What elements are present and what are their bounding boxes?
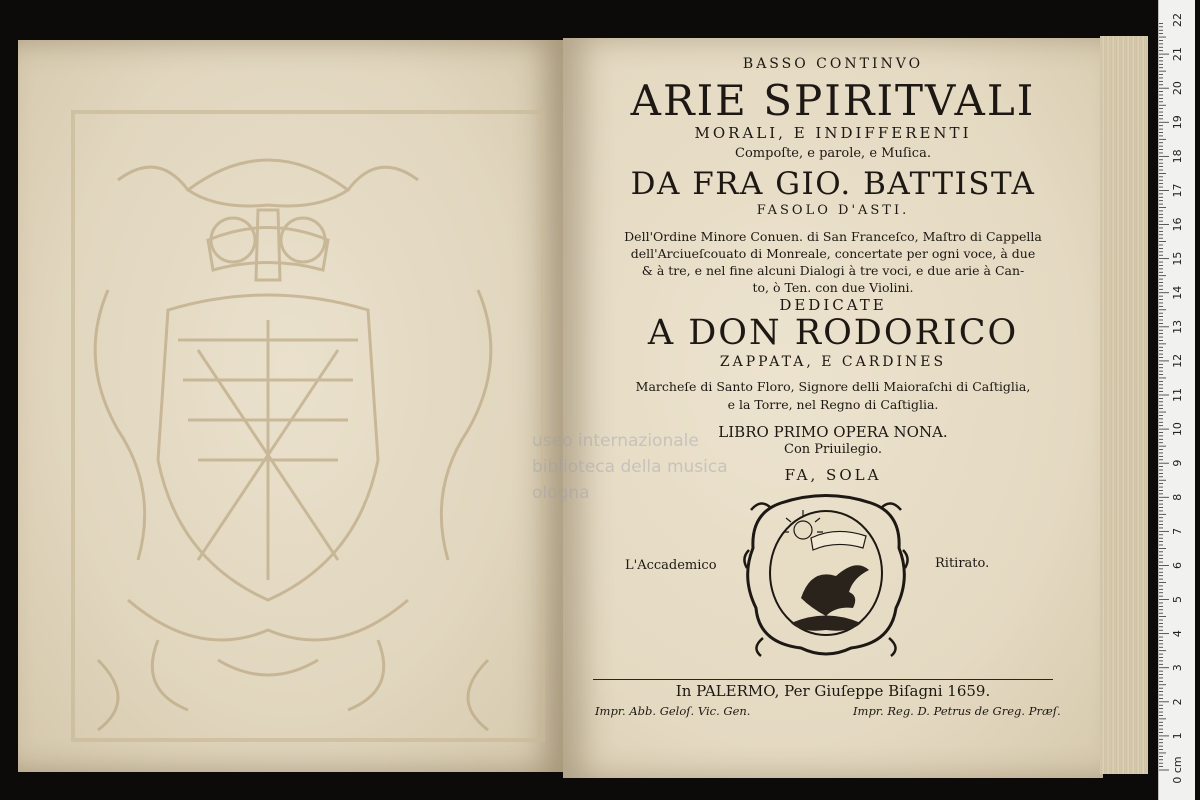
- embossed-coat-of-arms: [18, 40, 563, 772]
- emblem-caption-right: Ritirato.: [935, 556, 990, 571]
- ruler-label: 0 cm: [1171, 756, 1184, 784]
- library-watermark: [532, 428, 728, 506]
- author-name: DA FRA GIO. BATTISTA: [630, 166, 1036, 202]
- dedicatee-name: A DON RODORICO: [647, 313, 1019, 353]
- ruler-label: 20: [1171, 81, 1184, 96]
- ruler-label: 11: [1171, 388, 1184, 402]
- ruler-label: 22: [1171, 13, 1184, 27]
- heading-basso-continuo: BASSO CONTINVO: [742, 56, 924, 72]
- ruler-label: 16: [1171, 217, 1184, 232]
- ruler-label: 10: [1171, 422, 1184, 437]
- ruler-label: 7: [1171, 527, 1184, 535]
- page-edges: [1100, 36, 1148, 774]
- watermark-line: ologna: [532, 483, 590, 503]
- motto: FA, SOLA: [784, 466, 882, 484]
- dedicate-heading: DEDICATE: [779, 296, 887, 314]
- titles-line: Marcheſe di Santo Floro, Signore delli Maioraſchi di Caſtiglia,: [635, 379, 1031, 394]
- ruler-label: 2: [1171, 698, 1184, 706]
- dedicatee-family: ZAPPATA, E CARDINES: [719, 354, 947, 370]
- privilege-line: Con Priuilegio.: [784, 442, 882, 457]
- ruler-label: 4: [1171, 630, 1184, 638]
- imprint: In PALERMO, Per Giuſeppe Biſagni 1659.: [675, 682, 991, 700]
- ruler-label: 6: [1171, 561, 1184, 569]
- book-number: LIBRO PRIMO OPERA NONA.: [718, 423, 948, 441]
- emblem-caption-left: L'Accademico: [625, 558, 717, 573]
- ruler-label: 8: [1171, 493, 1184, 501]
- main-title: ARIE SPIRITVALI: [630, 76, 1036, 125]
- ruler-label: 14: [1171, 285, 1184, 300]
- dedicatee-titles: [593, 378, 1073, 414]
- ruler-scale: [1159, 0, 1195, 800]
- description-line: Dell'Ordine Minore Conuen. di San Franceſco, Maſtro di Cappella: [624, 229, 1042, 244]
- measuring-ruler: [1158, 0, 1195, 800]
- ruler-label: 1: [1171, 732, 1184, 740]
- description-line: dell'Arciueſcouato di Monreale, concertate per ogni voce, à due: [630, 246, 1036, 261]
- ruler-label: 9: [1171, 459, 1184, 467]
- ruler-label: 12: [1171, 353, 1184, 368]
- description-block: [593, 228, 1073, 296]
- imprint-rule: [593, 679, 1053, 680]
- ecclesiastical-imprimatur: Impr. Abb. Geloſ. Vic. Gen.: [595, 704, 751, 718]
- ruler-label: 3: [1171, 664, 1184, 672]
- ruler-label: 17: [1171, 183, 1184, 198]
- watermark-line: useo internazionale: [532, 431, 699, 451]
- phoenix-emblem-icon: [741, 488, 911, 658]
- ruler-label: 19: [1171, 115, 1184, 130]
- title-page: [563, 38, 1103, 778]
- ruler-label: 13: [1171, 319, 1184, 334]
- frontispiece-page: [18, 40, 563, 772]
- ruler-label: 15: [1171, 251, 1184, 266]
- composed-line: Compoſte, e parole, e Muſica.: [735, 146, 931, 161]
- author-origin: FASOLO D'ASTI.: [756, 203, 910, 218]
- ruler-label: 5: [1171, 596, 1184, 604]
- ruler-label: 18: [1171, 149, 1184, 164]
- description-line: to, ò Ten. con due Violini.: [752, 280, 914, 295]
- royal-imprimatur: Impr. Reg. D. Petrus de Greg. Præſ.: [853, 704, 1061, 718]
- description-line: & à tre, e nel fine alcuni Dialogi à tre voci, e due arie à Can-: [641, 263, 1025, 278]
- watermark-line: biblioteca della musica: [532, 457, 728, 477]
- ruler-label: 21: [1171, 47, 1184, 62]
- subtitle: MORALI, E INDIFFERENTI: [694, 124, 972, 142]
- titles-line: e la Torre, nel Regno di Caſtiglia.: [727, 397, 939, 412]
